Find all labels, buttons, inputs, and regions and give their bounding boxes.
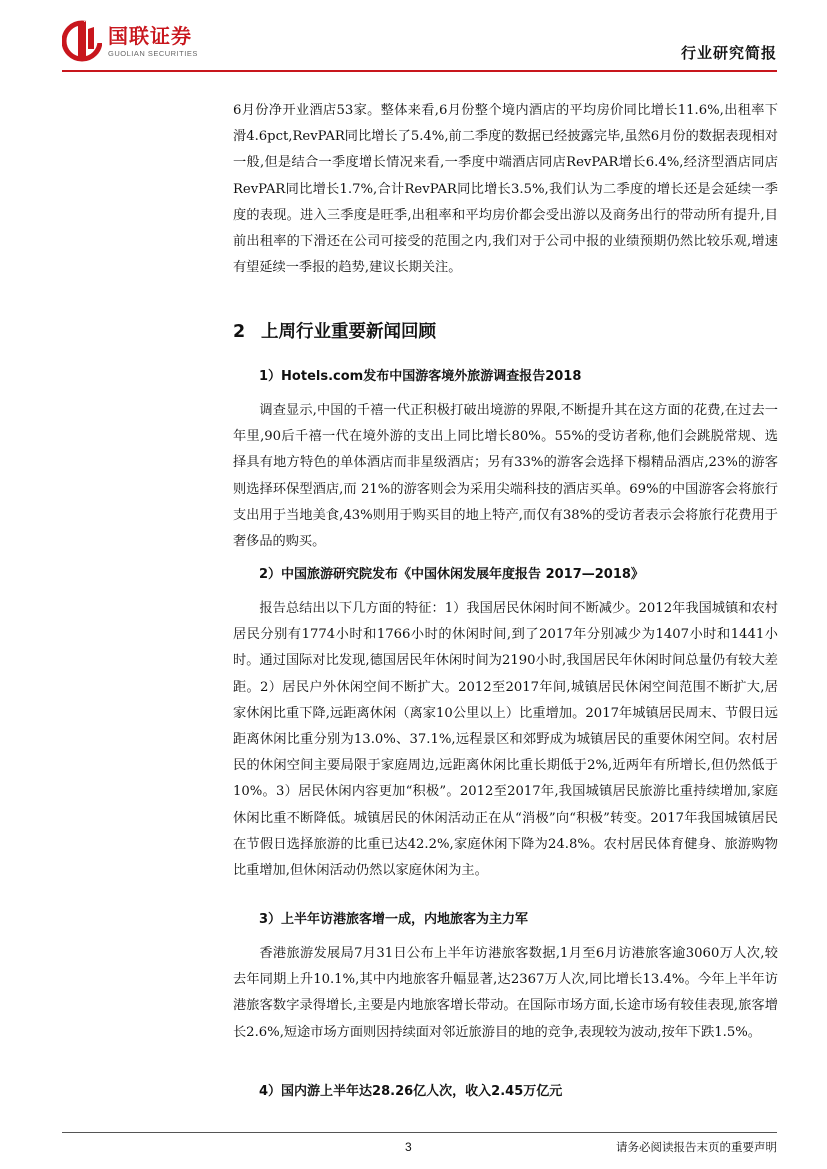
news-body: 香港旅游发展局7月31日公布上半年访港旅客数据,1月至6月访港旅客逾3060万人次,较去年同期上升10.1%,其中内地旅客升幅显著,达2367万人次,同比增长13.4%。今年上半年访港旅客数字录得增长,主要是内地旅客增长带动。在国际市场方面,长途市场有较佳表现,旅客增长2.6%,短途市场方面则因持续面对邻近旅游目的地的竞争,表现较为波动,按年下跌1.5%。 <box>233 946 778 1040</box>
guolian-logo-icon <box>62 19 102 63</box>
company-logo <box>62 18 198 64</box>
header-divider <box>62 70 777 72</box>
logo-english-name: GUOLIAN SECURITIES <box>108 48 198 58</box>
footer-disclaimer: 请务必阅读报告末页的重要声明 <box>616 1140 777 1154</box>
page-number: 3 <box>405 1140 412 1154</box>
intro-paragraph: 6月份净开业酒店53家。整体来看,6月份整个境内酒店的平均房价同比增长11.6%,出租率下滑4.6pct,RevPAR同比增长了5.4%,前二季度的数据已经披露完毕,虽然6月份的数据表现相对一般,但是结合一季度增长情况来看,一季度中端酒店同店RevPAR增长6.4%,经济型酒店同店RevPAR同比增长1.7%,合计RevPAR同比增长3.5%,我们认为二季度的增长还是会延续一季度的表现。进入三季度是旺季,出租率和平均房价都会受出游以及商务出行的带动所有提升,目前出租率的下滑还在公司可接受的范围之内,我们对于公司中报的业绩预期仍然比较乐观,增速有望延续一季报的趋势,建议长期关注。 <box>233 103 778 276</box>
footer-divider <box>62 1132 777 1133</box>
news-item-3 <box>233 908 778 1046</box>
news-body: 调查显示,中国的千禧一代正积极打破出境游的界限,不断提升其在这方面的花费,在过去一年里,90后千禧一代在境外游的支出上同比增长80%。55%的受访者称,他们会跳脱常规、选择具有地方特色的单体酒店而非星级酒店；另有33%的游客会选择下榻精品酒店,23%的游客则选择环保型酒店,而 21%的游客则会为采用尖端科技的酒店买单。69%的中国游客会将旅行支出用于当地美食,43%则用于购买目的地上特产,而仅有38%的受访者表示会将旅行花费用于奢侈品的购买。 <box>233 403 778 550</box>
report-type-label: 行业研究简报 <box>680 44 777 62</box>
logo-chinese-name: 国联证券 <box>108 23 192 48</box>
news-item-1 <box>233 365 778 555</box>
news-heading: 3）上半年访港旅客增一成，内地旅客为主力军 <box>259 912 529 927</box>
intro-block <box>233 98 778 281</box>
news-item-2 <box>233 563 778 884</box>
section-number: 2 <box>233 322 246 342</box>
section-title: 上周行业重要新闻回顾 <box>261 322 436 342</box>
page-header <box>0 0 827 75</box>
news-heading: 4）国内游上半年达28.26亿人次，收入2.45万亿元 <box>259 1084 563 1099</box>
news-heading: 2）中国旅游研究院发布《中国休闲发展年度报告 2017—2018》 <box>259 567 644 582</box>
section-heading <box>233 318 436 343</box>
news-heading: 1）Hotels.com发布中国游客境外旅游调查报告2018 <box>259 369 582 384</box>
news-item-4 <box>233 1080 778 1099</box>
news-body: 报告总结出以下几方面的特征：1）我国居民休闲时间不断减少。2012年我国城镇和农村居民分别有1774小时和1766小时的休闲时间,到了2017年分别减少为1407小时和1441小时。通过国际对比发现,德国居民年休闲时间为2190小时,我国居民年休闲时间总量仍有较大差距。2）居民户外休闲空间不断扩大。2012至2017年间,城镇居民休闲空间范围不断扩大,居家休闲比重下降,远距离休闲（离家10公里以上）比重增加。2017年城镇居民周末、节假日远距离休闲比重分别为13.0%、37.1%,远程景区和郊野成为城镇居民的重要休闲空间。农村居民的休闲空间主要局限于家庭周边,远距离休闲比重长期低于2%,近两年有所增长,但仍然低于10%。3）居民休闲内容更加“积极”。2012至2017年,我国城镇居民旅游比重持续增加,家庭休闲比重不断降低。城镇居民的休闲活动正在从“消极”向“积极”转变。2017年我国城镇居民在节假日选择旅游的比重已达42.2%,家庭休闲下降为24.8%。农村居民体育健身、旅游购物比重增加,但休闲活动仍然以家庭休闲为主。 <box>233 601 778 879</box>
